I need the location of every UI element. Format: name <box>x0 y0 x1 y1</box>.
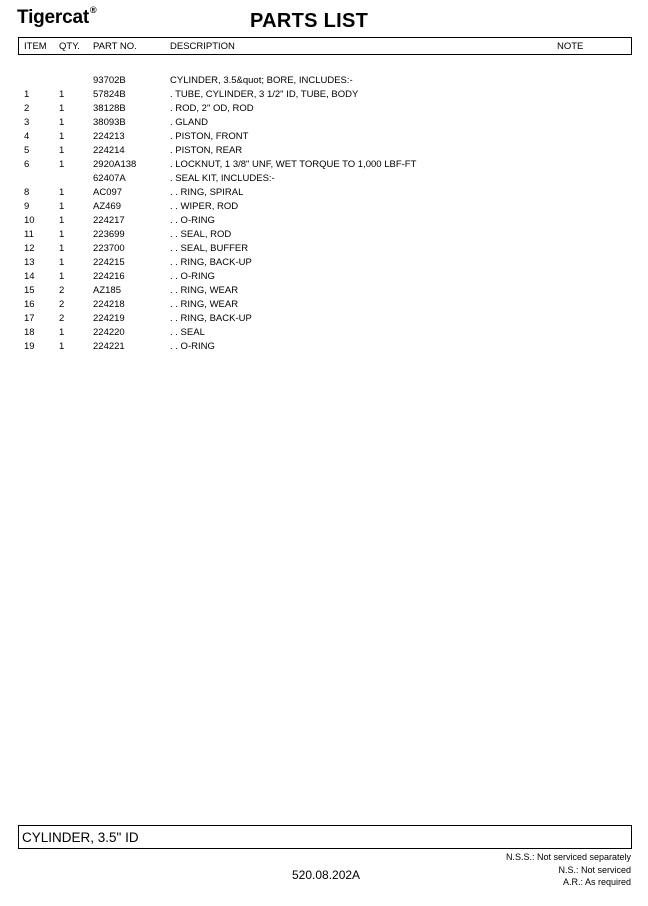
row-description: . . SEAL <box>170 327 205 338</box>
abbreviation-notes <box>506 851 631 889</box>
table-row <box>0 327 648 341</box>
row-description: . PISTON, FRONT <box>170 131 249 142</box>
row-description: . GLAND <box>170 117 209 128</box>
row-description: . . RING, BACK-UP <box>170 257 252 268</box>
table-row <box>0 243 648 257</box>
row-part-no: 223700 <box>93 243 125 254</box>
table-row <box>0 187 648 201</box>
table-row <box>0 89 648 103</box>
row-description: . . RING, WEAR <box>170 285 239 296</box>
row-part-no: 38093B <box>93 117 126 128</box>
row-qty: 2 <box>59 313 65 324</box>
table-row <box>0 299 648 313</box>
row-qty: 1 <box>59 117 65 128</box>
row-qty: 1 <box>59 257 65 268</box>
row-part-no: AC097 <box>93 187 123 198</box>
table-row <box>0 131 648 145</box>
table-row <box>0 229 648 243</box>
row-part-no: 62407A <box>93 173 126 184</box>
page-title: PARTS LIST <box>250 10 369 32</box>
row-description: . SEAL KIT, INCLUDES:- <box>170 173 275 184</box>
row-part-no: AZ469 <box>93 201 121 212</box>
row-part-no: 224221 <box>93 341 125 352</box>
row-qty: 1 <box>59 159 65 170</box>
row-item: 5 <box>24 145 30 156</box>
note-nss: N.S.S.: Not serviced separately <box>505 852 631 862</box>
parts-table-body <box>0 75 648 355</box>
registered-mark: ® <box>89 4 97 15</box>
row-item: 1 <box>24 89 30 100</box>
table-row <box>0 145 648 159</box>
footer-title-box <box>18 825 632 849</box>
row-qty: 1 <box>59 187 65 198</box>
row-part-no: 224218 <box>93 299 125 310</box>
row-description: . . O-RING <box>170 341 215 352</box>
row-description: . . RING, BACK-UP <box>170 313 252 324</box>
row-qty: 1 <box>59 215 65 226</box>
row-part-no: 93702B <box>93 75 126 86</box>
table-row <box>0 173 648 187</box>
row-description: . . O-RING <box>170 271 215 282</box>
row-description: . LOCKNUT, 1 3/8" UNF, WET TORQUE TO 1,000 LBF-FT <box>170 159 417 170</box>
row-item: 14 <box>24 271 35 282</box>
row-qty: 1 <box>59 145 65 156</box>
row-qty: 1 <box>59 243 65 254</box>
row-description: . . SEAL, BUFFER <box>170 243 249 254</box>
table-row <box>0 341 648 355</box>
row-item: 16 <box>24 299 35 310</box>
table-row <box>0 117 648 131</box>
row-description: . PISTON, REAR <box>170 145 243 156</box>
row-item: 3 <box>24 117 30 128</box>
row-item: 10 <box>24 215 35 226</box>
row-part-no: 224215 <box>93 257 125 268</box>
row-item: 13 <box>24 257 35 268</box>
row-item: 19 <box>24 341 35 352</box>
brand-logo <box>17 4 97 29</box>
row-part-no: AZ185 <box>93 285 121 296</box>
row-part-no: 57824B <box>93 89 126 100</box>
row-description: . . RING, WEAR <box>170 299 239 310</box>
row-qty: 1 <box>59 131 65 142</box>
row-part-no: 224217 <box>93 215 125 226</box>
row-item: 11 <box>24 229 34 240</box>
row-part-no: 224214 <box>93 145 125 156</box>
table-row <box>0 201 648 215</box>
row-qty: 2 <box>59 285 65 296</box>
row-description: . TUBE, CYLINDER, 3 1/2" ID, TUBE, BODY <box>170 89 359 100</box>
row-part-no: 2920A138 <box>93 159 137 170</box>
column-header-description: DESCRIPTION <box>170 41 235 52</box>
row-part-no: 224213 <box>93 131 125 142</box>
note-ns: N.S.: Not serviced <box>558 864 631 875</box>
row-item: 17 <box>24 313 35 324</box>
table-row <box>0 159 648 173</box>
row-item: 6 <box>24 159 30 170</box>
row-description: . . SEAL, ROD <box>170 229 232 240</box>
table-row <box>0 215 648 229</box>
row-qty: 1 <box>59 103 65 114</box>
row-qty: 1 <box>59 327 65 338</box>
table-row <box>0 103 648 117</box>
row-qty: 2 <box>59 299 65 310</box>
brand-name: Tigercat <box>17 7 89 28</box>
row-description: . . WIPER, ROD <box>170 201 239 212</box>
table-row <box>0 271 648 285</box>
row-qty: 1 <box>59 229 65 240</box>
row-qty: 1 <box>59 271 65 282</box>
table-row <box>0 257 648 271</box>
row-part-no: 38128B <box>93 103 126 114</box>
row-qty: 1 <box>59 201 65 212</box>
column-header-item: ITEM <box>24 41 47 52</box>
row-qty: 1 <box>59 341 65 352</box>
row-item: 15 <box>24 285 35 296</box>
row-qty: 1 <box>59 89 65 100</box>
row-description: . . O-RING <box>170 215 215 226</box>
table-row <box>0 285 648 299</box>
row-part-no: 223699 <box>93 229 125 240</box>
note-ar: A.R.: As required <box>562 877 631 887</box>
row-item: 12 <box>24 243 35 254</box>
row-part-no: 224216 <box>93 271 125 282</box>
row-description: . ROD, 2" OD, ROD <box>170 103 254 114</box>
assembly-title: CYLINDER, 3.5" ID <box>22 830 139 845</box>
row-part-no: 224219 <box>93 313 125 324</box>
table-row <box>0 75 648 89</box>
document-number: 520.08.202A <box>292 868 361 882</box>
column-header-note: NOTE <box>557 41 584 52</box>
row-description: CYLINDER, 3.5&quot; BORE, INCLUDES:- <box>170 75 353 86</box>
row-item: 18 <box>24 327 35 338</box>
table-row <box>0 313 648 327</box>
row-item: 9 <box>24 201 30 212</box>
column-header-part-no: PART NO. <box>93 41 137 52</box>
row-item: 2 <box>24 103 30 114</box>
row-part-no: 224220 <box>93 327 125 338</box>
row-item: 8 <box>24 187 30 198</box>
row-description: . . RING, SPIRAL <box>170 187 244 198</box>
column-header-qty: QTY. <box>59 41 80 52</box>
row-item: 4 <box>24 131 30 142</box>
table-header <box>18 37 632 55</box>
